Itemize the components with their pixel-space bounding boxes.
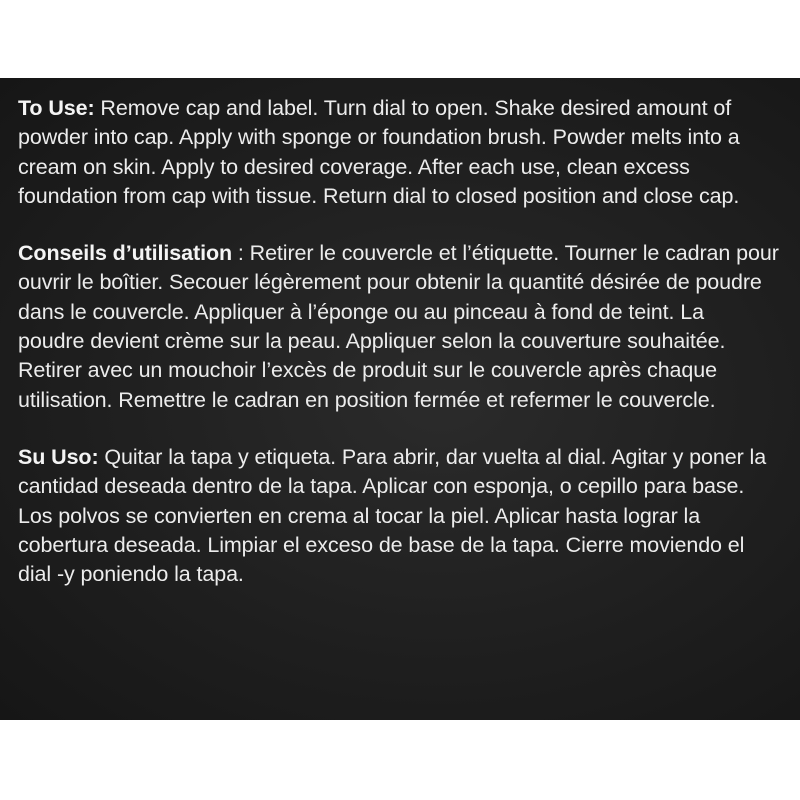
instruction-line: dans le couvercle. Appliquer à l’éponge ou au pinceau à fond de teint. La bbox=[18, 299, 704, 324]
instruction-text: Remove cap and label. Turn dial to open. Shake desired amount of bbox=[94, 96, 732, 120]
instruction-text: : Retirer le couvercle et l’étiquette. Tourner le cadran pour bbox=[232, 241, 779, 266]
instruction-line bbox=[18, 239, 788, 268]
section-label: To Use: bbox=[18, 96, 95, 120]
instruction-line: powder into cap. Apply with sponge or foundation brush. Powder melts into a bbox=[18, 125, 740, 150]
instruction-line: cream on skin. Apply to desired coverage. After each use, clean excess bbox=[18, 154, 690, 179]
instruction-line: ouvrir le boîtier. Secouer légèrement pour obtenir la quantité désirée de poudre bbox=[18, 270, 762, 295]
instruction-line: cobertura deseada. Limpiar el exceso de base de la tapa. Cierre moviendo el bbox=[18, 532, 745, 557]
instruction-line: dial -y poniendo la tapa. bbox=[18, 562, 244, 587]
section-label: Conseils d’utilisation bbox=[18, 241, 233, 266]
instruction-text: Quitar la tapa y etiqueta. Para abrir, dar vuelta al dial. Agitar y poner la bbox=[98, 444, 767, 469]
instruction-line: utilisation. Remettre le cadran en position fermée et refermer le couvercle. bbox=[18, 387, 716, 412]
instruction-line bbox=[18, 94, 788, 123]
instruction-panel bbox=[0, 78, 800, 720]
instruction-line: poudre devient crème sur la peau. Appliquer selon la couverture souhaitée. bbox=[18, 329, 726, 354]
spanish-instructions bbox=[18, 443, 788, 589]
section-label: Su Uso: bbox=[18, 444, 99, 469]
french-instructions bbox=[18, 239, 788, 415]
instruction-line bbox=[18, 443, 788, 472]
instruction-line: cantidad deseada dentro de la tapa. Aplicar con esponja, o cepillo para base. bbox=[18, 474, 745, 499]
instruction-line: foundation from cap with tissue. Return dial to closed position and close cap. bbox=[18, 183, 740, 208]
instruction-line: Los polvos se convierten en crema al tocar la piel. Aplicar hasta lograr la bbox=[18, 503, 701, 528]
english-instructions bbox=[18, 94, 788, 211]
instruction-line: Retirer avec un mouchoir l’excès de produit sur le couvercle après chaque bbox=[18, 358, 717, 383]
